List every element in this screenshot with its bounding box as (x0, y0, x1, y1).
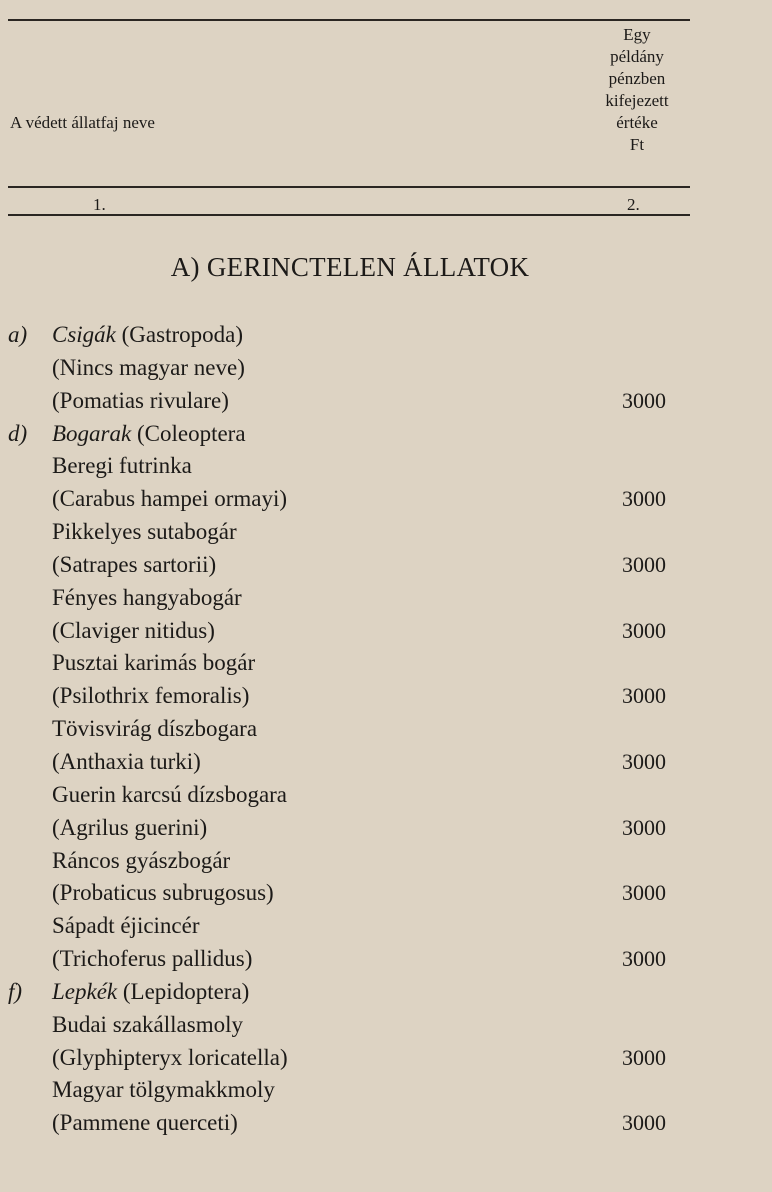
species-name (52, 815, 207, 841)
list-item (0, 747, 772, 780)
species-list (0, 320, 772, 1141)
species-name (52, 486, 287, 512)
header-rule (8, 186, 690, 188)
species-name (52, 946, 252, 972)
species-text: (Carabus hampei ormayi) (52, 486, 288, 512)
value-ft: 3000 (622, 1044, 666, 1070)
species-name (52, 848, 230, 874)
species-text: Beregi futrinka (52, 453, 192, 479)
species-text: Tövisvirág díszbogara (52, 716, 258, 742)
species-name (52, 979, 249, 1005)
species-name (52, 552, 216, 578)
species-text: (Pomatias rivulare) (52, 387, 229, 413)
species-name (52, 749, 201, 775)
column-2-header-line: kifejezett (605, 91, 669, 110)
group-letter: a) (8, 322, 28, 347)
species-text: Magyar tölgymakkmoly (52, 1077, 275, 1103)
species-name (52, 585, 242, 611)
value-ft: 3000 (622, 748, 666, 774)
species-text: Ráncos gyászbogár (52, 847, 231, 873)
value-ft: 3000 (622, 617, 666, 643)
species-text: Budai szakállasmoly (52, 1011, 243, 1037)
list-item (0, 681, 772, 714)
list-item (0, 517, 772, 550)
list-item (0, 419, 772, 452)
species-text: (Pammene querceti) (52, 1110, 238, 1136)
column-2-header-line: értéke (616, 113, 658, 132)
list-item (0, 550, 772, 583)
species-text: (Claviger nitidus) (52, 617, 215, 643)
list-item (0, 977, 772, 1010)
list-item (0, 386, 772, 419)
list-item (0, 1010, 772, 1043)
list-item (0, 484, 772, 517)
species-text: (Trichoferus pallidus) (52, 946, 253, 972)
species-name (52, 355, 245, 381)
species-name (52, 421, 246, 447)
value-ft: 3000 (622, 387, 666, 413)
value-ft: 3000 (622, 486, 666, 512)
list-item (0, 813, 772, 846)
list-item (0, 1108, 772, 1141)
column-2-header-line: példány (610, 47, 664, 66)
species-text: (Glyphipteryx loricatella) (52, 1044, 288, 1070)
species-name (52, 388, 229, 414)
value-ft: 3000 (622, 946, 666, 972)
column-1-number: 1. (93, 195, 106, 214)
species-text: (Agrilus guerini) (52, 814, 208, 840)
column-2-number: 2. (627, 195, 640, 214)
species-text: Fényes hangyabogár (52, 584, 242, 610)
species-text: (Coleoptera (136, 420, 246, 446)
list-item (0, 911, 772, 944)
species-text: Pikkelyes sutabogár (52, 519, 237, 545)
species-text: Sápadt éjicincér (52, 913, 200, 939)
list-item (0, 648, 772, 681)
group-letter: f) (8, 978, 23, 1004)
section-title: A) GERINCTELEN ÁLLATOK (170, 252, 530, 282)
list-item (0, 583, 772, 616)
species-text: (Nincs magyar neve) (52, 354, 245, 380)
species-name (52, 453, 192, 479)
list-item (0, 846, 772, 879)
species-name (52, 618, 215, 644)
species-text: (Anthaxia turki) (52, 748, 201, 774)
group-name: Csigák (52, 322, 116, 347)
species-text: (Gastropoda) (121, 322, 243, 347)
list-item (0, 878, 772, 911)
group-name: Lepkék (52, 978, 118, 1004)
group-name: Bogarak (52, 420, 132, 446)
top-rule (8, 19, 690, 21)
species-name (52, 782, 287, 808)
column-2-header-line: pénzben (608, 69, 666, 88)
group-letter: d) (8, 420, 28, 446)
column-2-header-line: Egy (623, 25, 651, 44)
number-rule (8, 214, 690, 216)
value-ft: 3000 (622, 880, 666, 906)
species-text: Pusztai karimás bogár (52, 650, 256, 676)
list-item (0, 451, 772, 484)
value-ft: 3000 (622, 551, 666, 577)
species-name (52, 1110, 238, 1136)
species-name (52, 322, 243, 348)
species-name (52, 880, 274, 906)
species-name (52, 1012, 243, 1038)
list-item (0, 1043, 772, 1076)
list-item (0, 780, 772, 813)
species-text: Guerin karcsú dízsbogara (52, 781, 288, 807)
column-1-header: A védett állatfaj neve (10, 113, 155, 132)
species-text: (Satrapes sartorii) (52, 551, 217, 577)
list-item (0, 616, 772, 649)
species-text: (Lepidoptera) (122, 978, 250, 1004)
list-item (0, 714, 772, 747)
species-text: (Probaticus subrugosus) (52, 880, 274, 906)
value-ft: 3000 (622, 814, 666, 840)
species-name (52, 1045, 288, 1071)
value-ft: 3000 (622, 1110, 666, 1136)
species-name (52, 683, 249, 709)
value-ft: 3000 (622, 683, 666, 709)
species-name (52, 650, 255, 676)
list-item (0, 320, 772, 353)
species-name (52, 716, 257, 742)
species-name (52, 519, 237, 545)
species-name (52, 913, 200, 939)
species-name (52, 1077, 275, 1103)
list-item (0, 944, 772, 977)
list-item (0, 1075, 772, 1108)
column-2-header-line: Ft (629, 135, 645, 154)
species-text: (Psilothrix femoralis) (52, 683, 250, 709)
column-2-header (578, 24, 696, 156)
list-item (0, 353, 772, 386)
